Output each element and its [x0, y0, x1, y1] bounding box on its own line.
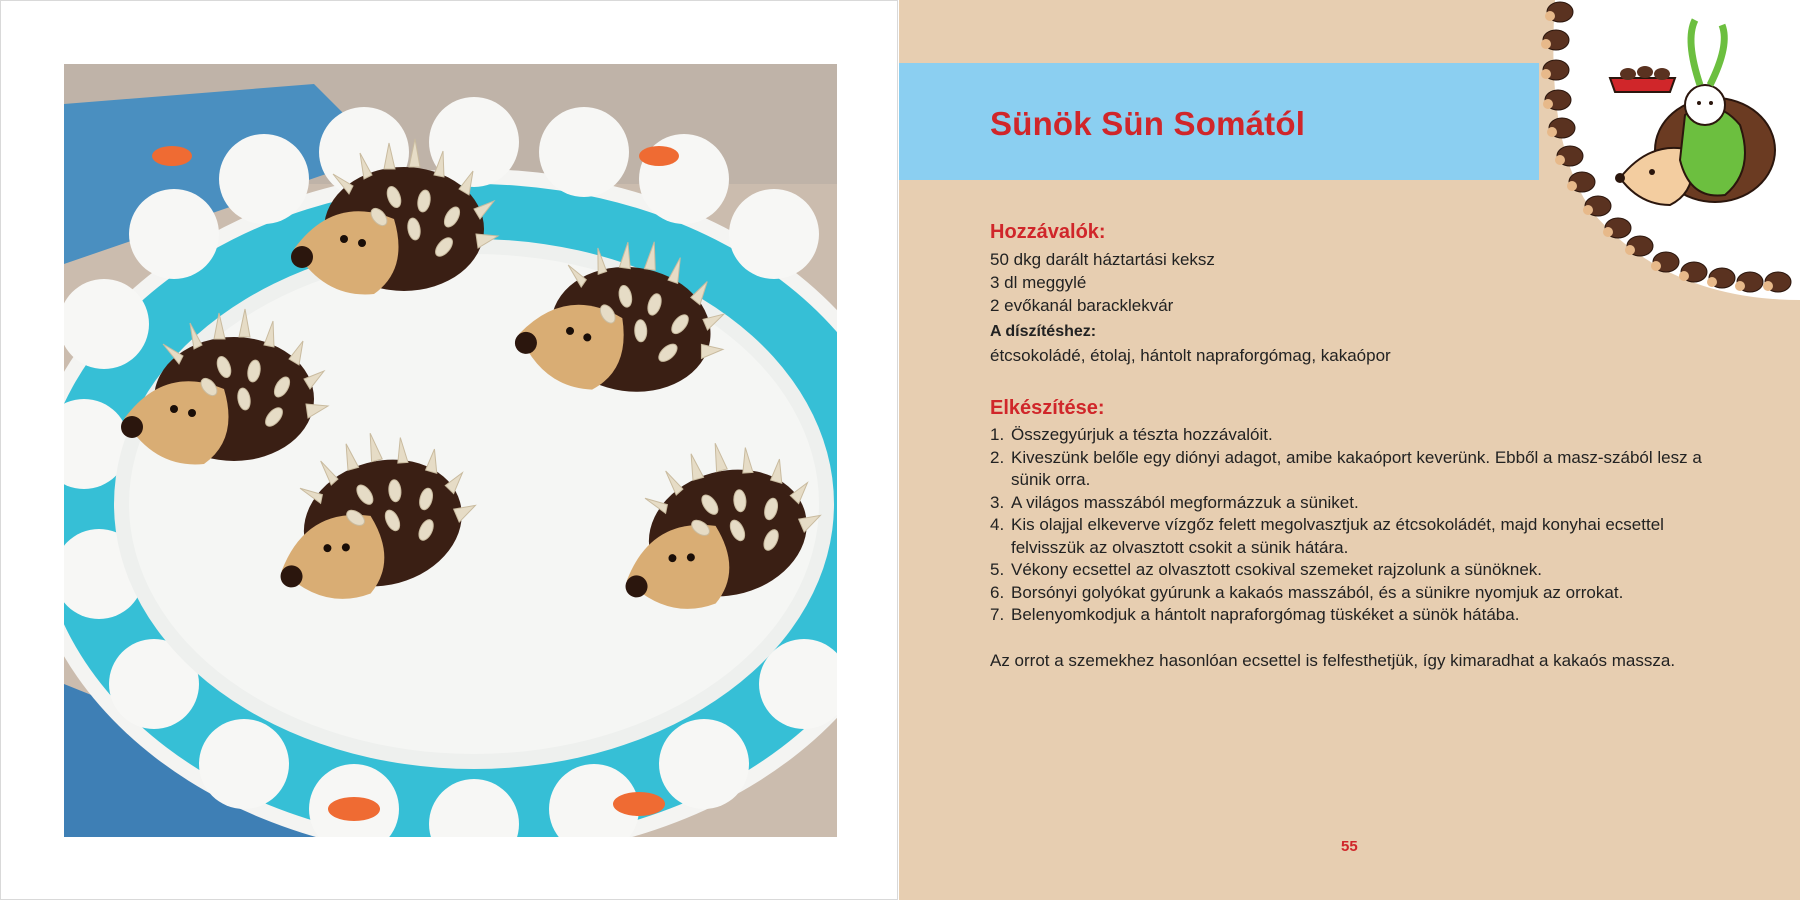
decoration-heading: A díszítéshez:	[990, 323, 1097, 340]
left-page	[0, 0, 898, 900]
step-item	[990, 582, 1730, 605]
recipe-content	[990, 221, 1730, 672]
method-heading: Elkészítése:	[990, 397, 1105, 419]
step-text: Összegyúrjuk a tészta hozzávalóit.	[1011, 425, 1273, 444]
step-number: 6.	[990, 582, 1005, 602]
right-page	[899, 0, 1800, 900]
step-text: Kis olajjal elkeverve vízgőz felett megolvasztjuk az étcsokoládét, majd konyhai ecsettel felvisszük az olvasztott csokit a sünik hátára.	[1011, 515, 1664, 557]
step-item	[990, 604, 1730, 627]
step-number: 1.	[990, 425, 1005, 444]
steps-list	[990, 424, 1730, 627]
decoration-list: étcsokoládé, étolaj, hántolt napraforgómag, kakaópor	[990, 346, 1391, 365]
ingredients-heading: Hozzávalók:	[990, 221, 1106, 243]
step-text: Borsónyi golyókat gyúrunk a kakaós masszából, és a sünikre nyomjuk az orrokat.	[1011, 582, 1624, 602]
ingredient-item: 2 evőkanál baracklekvár	[990, 296, 1174, 315]
step-item	[990, 514, 1730, 559]
recipe-title: Sünök Sün Somától	[990, 105, 1306, 142]
step-text: A világos masszából megformázzuk a süniket.	[1011, 492, 1359, 512]
step-item	[990, 447, 1730, 492]
step-text: Vékony ecsettel az olvasztott csokival szemeket rajzolunk a sünöknek.	[1011, 560, 1543, 579]
hedgehog-cookies-photo	[64, 64, 837, 837]
ingredient-item: 50 dkg darált háztartási keksz	[990, 250, 1215, 269]
page-number: 55	[1341, 838, 1358, 855]
step-number: 4.	[990, 515, 1005, 534]
ingredient-item: 3 dl meggylé	[990, 273, 1087, 292]
step-number: 2.	[990, 447, 1005, 467]
step-number: 7.	[990, 605, 1005, 624]
step-text: Kiveszünk belőle egy diónyi adagot, amibe kakaóport keverünk. Ebből a masz-szából lesz a sünik orra.	[1011, 447, 1702, 489]
step-number: 5.	[990, 560, 1005, 579]
step-item	[990, 492, 1730, 515]
step-item	[990, 424, 1730, 447]
step-text: Belenyomkodjuk a hántolt napraforgómag tüskéket a sünök hátába.	[1011, 605, 1520, 624]
step-number: 3.	[990, 492, 1005, 512]
step-item	[990, 559, 1730, 582]
recipe-note: Az orrot a szemekhez hasonlóan ecsettel is felfesthetjük, így kimaradhat a kakaós massza.	[990, 650, 1676, 670]
